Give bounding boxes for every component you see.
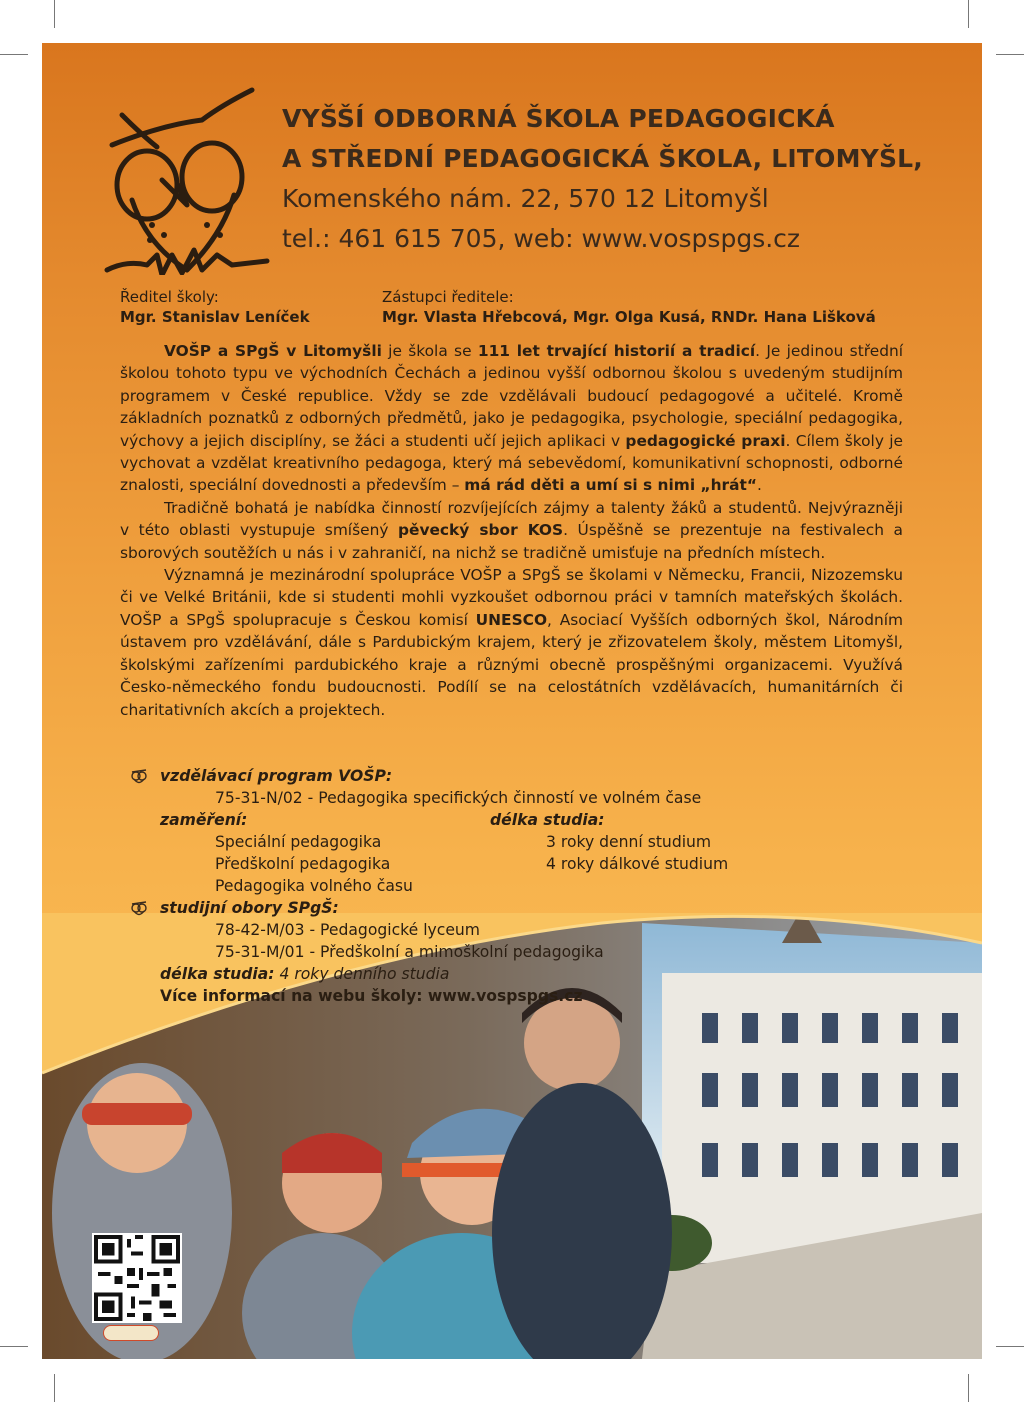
crop-mark: [968, 1374, 969, 1402]
spgs-item: 75-31-M/01 - Předškolní a mimoškolní pedagogika: [215, 943, 604, 961]
owl-bullet-icon: [130, 901, 148, 919]
focus-item: Speciální pedagogika: [215, 833, 382, 851]
intro-paragraph-1: [120, 340, 903, 497]
text-span: Tradičně bohatá je nabídka činností rozvíjejících zájmy a talenty žáků a studentů. Nejvýrazněji v této oblasti vystupuje smíšený: [120, 498, 903, 540]
duration-item: 3 roky denní studium: [546, 833, 712, 851]
crop-mark: [54, 0, 55, 28]
crop-mark: [0, 54, 28, 55]
owl-bullet-icon: [130, 769, 148, 787]
vosp-code: 75-31-N/02 - Pedagogika specifických činností ve volném čase: [215, 789, 702, 807]
crop-mark: [968, 0, 969, 28]
school-contact: tel.: 461 615 705, web: www.vospspgs.cz: [282, 224, 801, 253]
intro-paragraph-2: [120, 497, 903, 564]
crop-mark: [996, 1346, 1024, 1347]
spgs-duration-value: 4 roky denního studia: [274, 965, 450, 983]
text-span: . Je jedinou střední školou tohoto typu ve východních Čechách a jedinou vyšší odbornou školou s uvedeným studijním programem v České republice. Vždy se zde vzdělávali budoucí pedagogové a učitelé. Kromě základních poznatků z odborných předmětů, jako je pedagogika, psychologie, speciální pedagogika, výchovy a jejich disciplíny, se žáci a studenti učí jejich aplikaci v: [120, 342, 903, 450]
school-address: Komenského nám. 22, 570 12 Litomyšl: [282, 184, 769, 213]
more-info-link[interactable]: Více informací na webu školy: www.vospspgs.cz: [160, 987, 583, 1005]
director-label: Ředitel školy:: [120, 288, 219, 306]
school-header: [282, 99, 962, 259]
flyer-page: [42, 43, 982, 1359]
spgs-duration: [160, 963, 449, 985]
bold-span: pedagogické praxi: [625, 431, 786, 450]
focus-heading: zaměření:: [160, 811, 248, 829]
crop-mark: [0, 1346, 28, 1347]
text-span: je škola se: [381, 342, 478, 360]
bold-span: 111 let trvající historií a tradicí: [477, 342, 756, 360]
spgs-duration-label: délka studia:: [160, 965, 275, 983]
director-name: Mgr. Stanislav Leníček: [120, 308, 310, 326]
intro-text: [120, 340, 903, 721]
school-name-line1: VYŠŠÍ ODBORNÁ ŠKOLA PEDAGOGICKÁ: [282, 104, 835, 133]
focus-item: Pedagogika volného času: [215, 877, 413, 895]
bold-span: má rád děti a umí si s nimi „hrát“: [464, 476, 757, 495]
intro-paragraph-3: [120, 564, 903, 721]
owl-logo: [102, 85, 272, 275]
text-span: . Cílem školy je vychovat a vzdělat kreativního pedagoga, který má sebevědomí, komunikativní schopnosti, odborné znalosti, speciální dovednosti a především –: [120, 431, 903, 495]
spgs-heading: studijní obory SPgŠ:: [160, 899, 339, 917]
bold-span: UNESCO: [475, 610, 548, 629]
deputies-names: Mgr. Vlasta Hřebcová, Mgr. Olga Kusá, RNDr. Hana Lišková: [382, 308, 876, 326]
bold-span: VOŠP a SPgŠ v Litomyšli: [164, 342, 382, 360]
deputies-block: [382, 287, 876, 327]
school-name-line2: A STŘEDNÍ PEDAGOGICKÁ ŠKOLA, LITOMYŠL,: [282, 144, 923, 173]
deputies-label: Zástupci ředitele:: [382, 288, 514, 306]
vosp-heading: vzdělávací program VOŠP:: [160, 767, 393, 785]
bold-span: pěvecký sbor KOS: [398, 521, 564, 540]
badge-sticker: [103, 1325, 159, 1341]
crop-mark: [54, 1374, 55, 1402]
qr-code[interactable]: [92, 1233, 182, 1323]
duration-heading: délka studia:: [490, 811, 605, 829]
text-span: .: [756, 476, 762, 495]
text-span: Významná je mezinárodní spolupráce VOŠP a SPgŠ se školami v Německu, Francii, Nizozemsku či ve Velké Británii, kde si studenti mohli vyzkoušet odbornou práci v tamních mateřských školách. VOŠP a SPgŠ spolupracuje s Českou komisí: [120, 566, 903, 629]
spgs-item: 78-42-M/03 - Pedagogické lyceum: [215, 921, 480, 939]
focus-item: Předškolní pedagogika: [215, 855, 391, 873]
crop-mark: [996, 54, 1024, 55]
text-span: , Asociací Vyšších odborných škol, Národním ústavem pro vzdělávání, dále s Pardubickým krajem, který je zřizovatelem školy, městem Litomyšl, školskými zařízeními pardubického kraje a různými obecně prospěšnými organizacemi. Využívá Česko-německého fondu budoucnosti. Podílí se na celostátních vzdělávacích, humanitárních či charitativních akcích a projektech.: [120, 610, 903, 719]
text-span: . Úspěšně se prezentuje na festivalech a sborových soutěžích u nás i v zahraničí, na nichž se tradičně umisťuje na předních místech.: [120, 521, 903, 562]
duration-item: 4 roky dálkové studium: [546, 855, 729, 873]
director-block: [120, 287, 310, 327]
